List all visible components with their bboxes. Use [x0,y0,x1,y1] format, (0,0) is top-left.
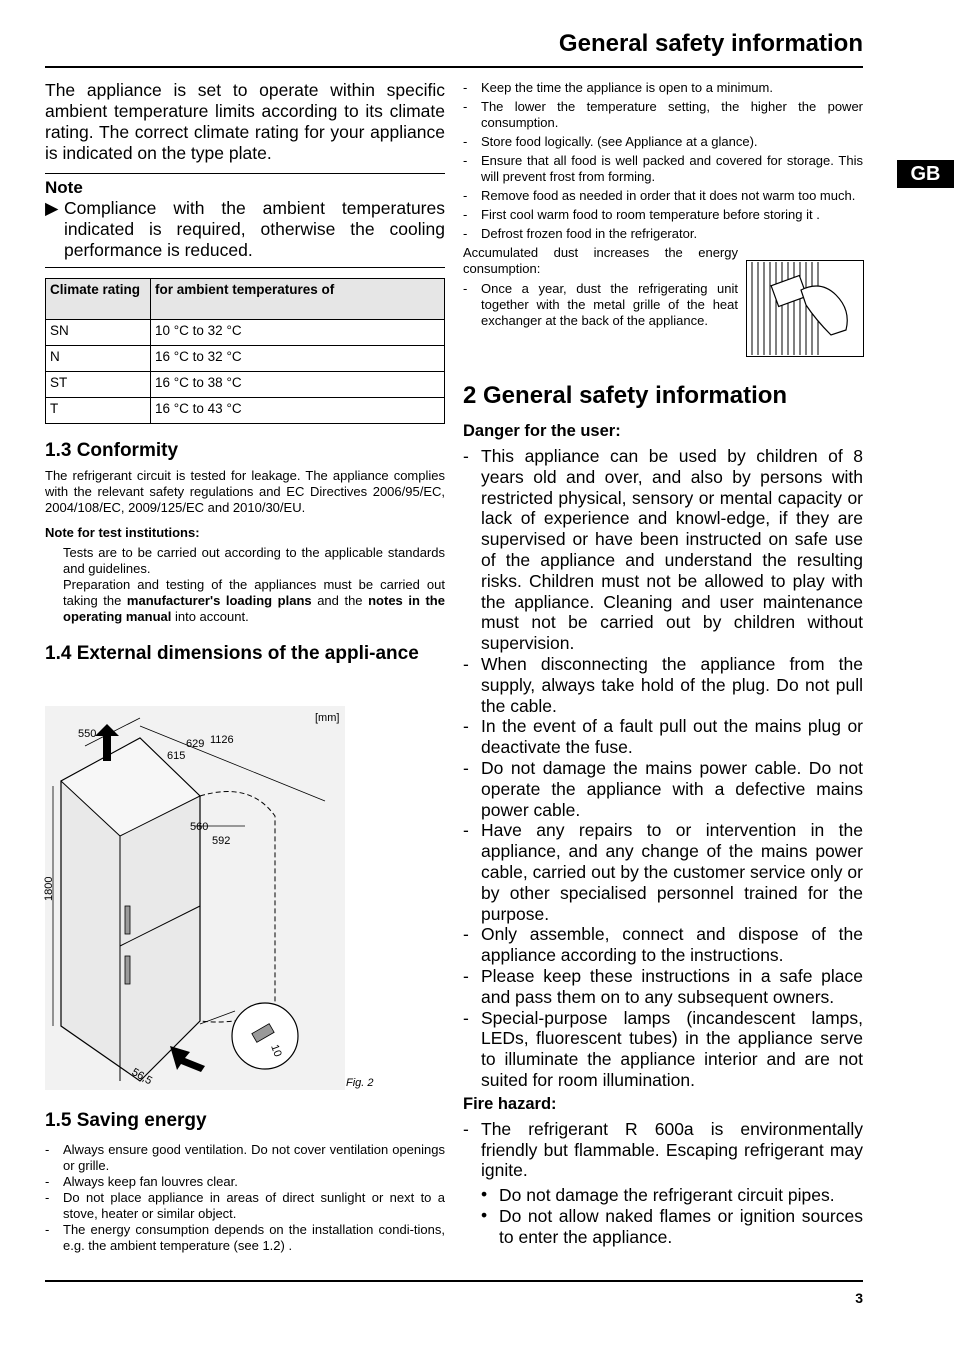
saving-heading: 1.5 Saving energy [45,1110,207,1131]
dimensions-figure [45,706,445,1090]
conformity-heading: 1.3 Conformity [45,440,179,461]
list-item-text: When disconnecting the appliance from the supply, always take hold of the plug. Do not pull the cable. [481,653,863,716]
list-item [463,1008,863,1091]
dust-text: Accumulated dust increases the energy consumption: [463,245,738,276]
text-run-bold: notes in the operating manual [63,593,445,624]
table-cell: T [46,398,151,424]
list-item [463,758,863,820]
table-cell: SN [46,320,151,346]
list-item [45,1142,445,1174]
page-number: 3 [855,1290,863,1306]
fire-list [463,1119,863,1181]
list-item [45,1174,445,1190]
list-item-text: Please keep these instructions in a safe place and pass them on to any subsequent owners. [481,965,863,1007]
list-item-text: The lower the temperature setting, the higher the power consumption. [481,99,863,130]
left-column [45,80,445,666]
table-cell: 16 °C to 38 °C [151,372,445,398]
list-item [481,1206,863,1248]
dim-label: 10 [268,1042,284,1059]
list-item-text: Do not damage the mains power cable. Do not operate the appliance with a defective mains power cable. [481,757,863,820]
list-item-text: Do not allow naked flames or ignition sources to enter the appliance. [499,1205,863,1247]
climate-table [45,278,445,424]
list-item [45,1222,445,1254]
list-item [463,153,863,185]
dim-label: 550 [78,728,97,740]
fire-bullet-list [463,1185,863,1247]
test-note-text: Tests are to be carried out according to the applicable standards and guidelines. [63,545,445,576]
danger-heading: Danger for the user: [463,422,621,440]
table-header-cell: Climate rating [46,279,151,320]
list-item-text: Store food logically. (see Appliance at a glance). [481,134,758,149]
dash-icon: - [463,207,468,222]
bullet-icon: • [481,1204,488,1225]
table-cell: 10 °C to 32 °C [151,320,445,346]
note-box [45,173,445,268]
dim-label: 56,5 [129,1066,155,1088]
dimensions-heading: 1.4 External dimensions of the appli-ance [45,643,419,664]
list-item [463,446,863,654]
dash-icon: - [45,1142,50,1157]
list-item [463,1119,863,1181]
text-run-bold: manufacturer's loading plans [126,593,312,608]
table-cell: N [46,346,151,372]
dash-icon: - [463,281,468,296]
table-row [46,398,445,424]
dash-icon: - [463,446,469,466]
list-item-text: First cool warm food to room temperature before storing it . [481,207,820,222]
list-item [463,820,863,924]
table-row [46,320,445,346]
list-item [463,281,738,329]
text-run: Preparation and testing of the appliances must be carried out taking the [63,577,445,608]
table-row [46,346,445,372]
dash-icon: - [463,653,469,674]
dash-icon: - [463,80,468,95]
dash-icon: - [463,820,469,841]
note-text: Compliance with the ambient temperatures indicated is required, otherwise the cooling performance is reduced. [64,198,445,260]
dash-icon: - [463,226,468,241]
table-cell: 16 °C to 43 °C [151,398,445,424]
dash-icon: - [463,1007,469,1028]
dim-label: 592 [212,835,231,847]
table-header-row [46,279,445,320]
list-item [463,134,863,150]
list-item-text: Have any repairs to or intervention in the appliance, and any change of the mains power cable, carried out by the customer service only or by other specialised personnel trained for the purpose. [481,820,863,924]
list-item-text: Do not place appliance in areas of direct sunlight or next to a stove, heater or similar object. [63,1190,445,1221]
dash-icon: - [463,188,468,203]
list-item-text: Only assemble, connect and dispose of the appliance according to the instructions. [481,924,863,966]
list-item-text: Special-purpose lamps (incandescent lamps, LEDs, fluorescent tubes) in the appliance serve to illuminate the appliance interior and are not suited for room illumination. [481,1007,863,1090]
danger-list [463,446,863,1091]
text-run: into account. [171,609,249,624]
dim-label: 615 [167,750,186,762]
list-item-text: The energy consumption depends on the installation condi-tions, e.g. the ambient temperature (see 1.2) . [63,1222,445,1253]
list-item [463,966,863,1008]
test-note-text-2 [45,577,445,625]
table-cell: 16 °C to 32 °C [151,346,445,372]
dash-icon: - [463,1118,469,1139]
play-arrow-icon: ▶ [45,198,59,218]
fire-heading: Fire hazard: [463,1094,557,1113]
dim-label: 1800 [43,876,55,901]
test-note-heading: Note for test institutions: [45,525,200,540]
dash-icon: - [463,716,469,737]
note-heading: Note [45,178,83,197]
saving-list [45,1142,445,1254]
list-item-text: In the event of a fault pull out the mains plug or deactivate the fuse. [481,716,863,758]
figure-caption: Fig. 2 [346,1077,374,1089]
lower-door-handle [125,956,130,984]
dusting-illustration [746,260,864,357]
list-item-text: Once a year, dust the refrigerating unit together with the metal grille of the heat exchanger at the back of the appliance. [481,281,738,328]
list-item [45,1190,445,1222]
list-item-text: Always ensure good ventilation. Do not cover ventilation openings or grille. [63,1142,445,1173]
unit-label: [mm] [315,712,340,724]
dim-label: 560 [190,821,209,833]
dim-label: 629 [186,738,205,750]
footer-rule [45,1280,863,1282]
dust-list [463,281,738,329]
table-header-cell: for ambient temperatures of [151,279,445,320]
list-item [463,207,863,223]
list-item [463,654,863,716]
header-rule [45,66,863,68]
list-item [463,924,863,966]
note-text-block [45,198,445,261]
list-item-text: Keep the time the appliance is open to a minimum. [481,80,773,95]
intro-paragraph: The appliance is set to operate within specific ambient temperature limits according to its climate rating. The correct climate rating for your appliance is indicated on the type plate. [45,80,445,163]
language-tab: GB [897,160,954,188]
list-item [463,99,863,131]
dash-icon: - [463,757,469,778]
page-title: General safety information [558,30,863,57]
list-item [481,1185,863,1206]
list-item-text: Ensure that all food is well packed and covered for storage. This will prevent frost from forming. [481,153,863,184]
bullet-icon: • [481,1184,488,1205]
saving-section [45,1108,445,1254]
list-item-text: The refrigerant R 600a is environmentally friendly but flammable. Escaping refrigerant may ignite. [481,1118,863,1181]
table-cell: ST [46,372,151,398]
dash-icon: - [463,99,468,114]
list-item [463,80,863,96]
list-item-text: Remove food as needed in order that it does not warm too much. [481,188,856,203]
dash-icon: - [45,1222,50,1237]
safety-section [463,382,863,1247]
list-item-text: Defrost frozen food in the refrigerator. [481,226,698,241]
conformity-text: The refrigerant circuit is tested for leakage. The appliance complies with the relevant safety regulations and EC Directives 2006/95/EC, 2004/108/EC, 2009/125/EC and 2010/30/EU. [45,468,445,515]
saving-list-continued [463,80,863,242]
dash-icon: - [45,1190,50,1205]
list-item [463,226,863,242]
dash-icon: - [463,153,468,168]
dash-icon: - [463,924,469,945]
dash-icon: - [45,1174,50,1189]
safety-heading: 2 General safety information [463,382,788,409]
table-row [46,372,445,398]
dim-label: 1126 [210,734,234,746]
list-item-text: Do not damage the refrigerant circuit pipes. [499,1185,835,1206]
list-item [463,188,863,204]
dash-icon: - [463,134,468,149]
upper-door-handle [125,906,130,934]
text-run: and the [311,593,369,608]
dash-icon: - [463,965,469,986]
list-item-text: Always keep fan louvres clear. [63,1174,238,1189]
list-item-text: This appliance can be used by children of 8 years old and over, and also by persons with restricted physical, sensory or mental capacity or lack of experience and knowl-edge, if they are supervised or have been instructed on safe use of the appliance and understand the resulting risks. Children must not be allowed to play with the appliance. Cleaning and user maintenance must not be carried out by children without supervision. [481,446,863,654]
list-item [463,716,863,758]
